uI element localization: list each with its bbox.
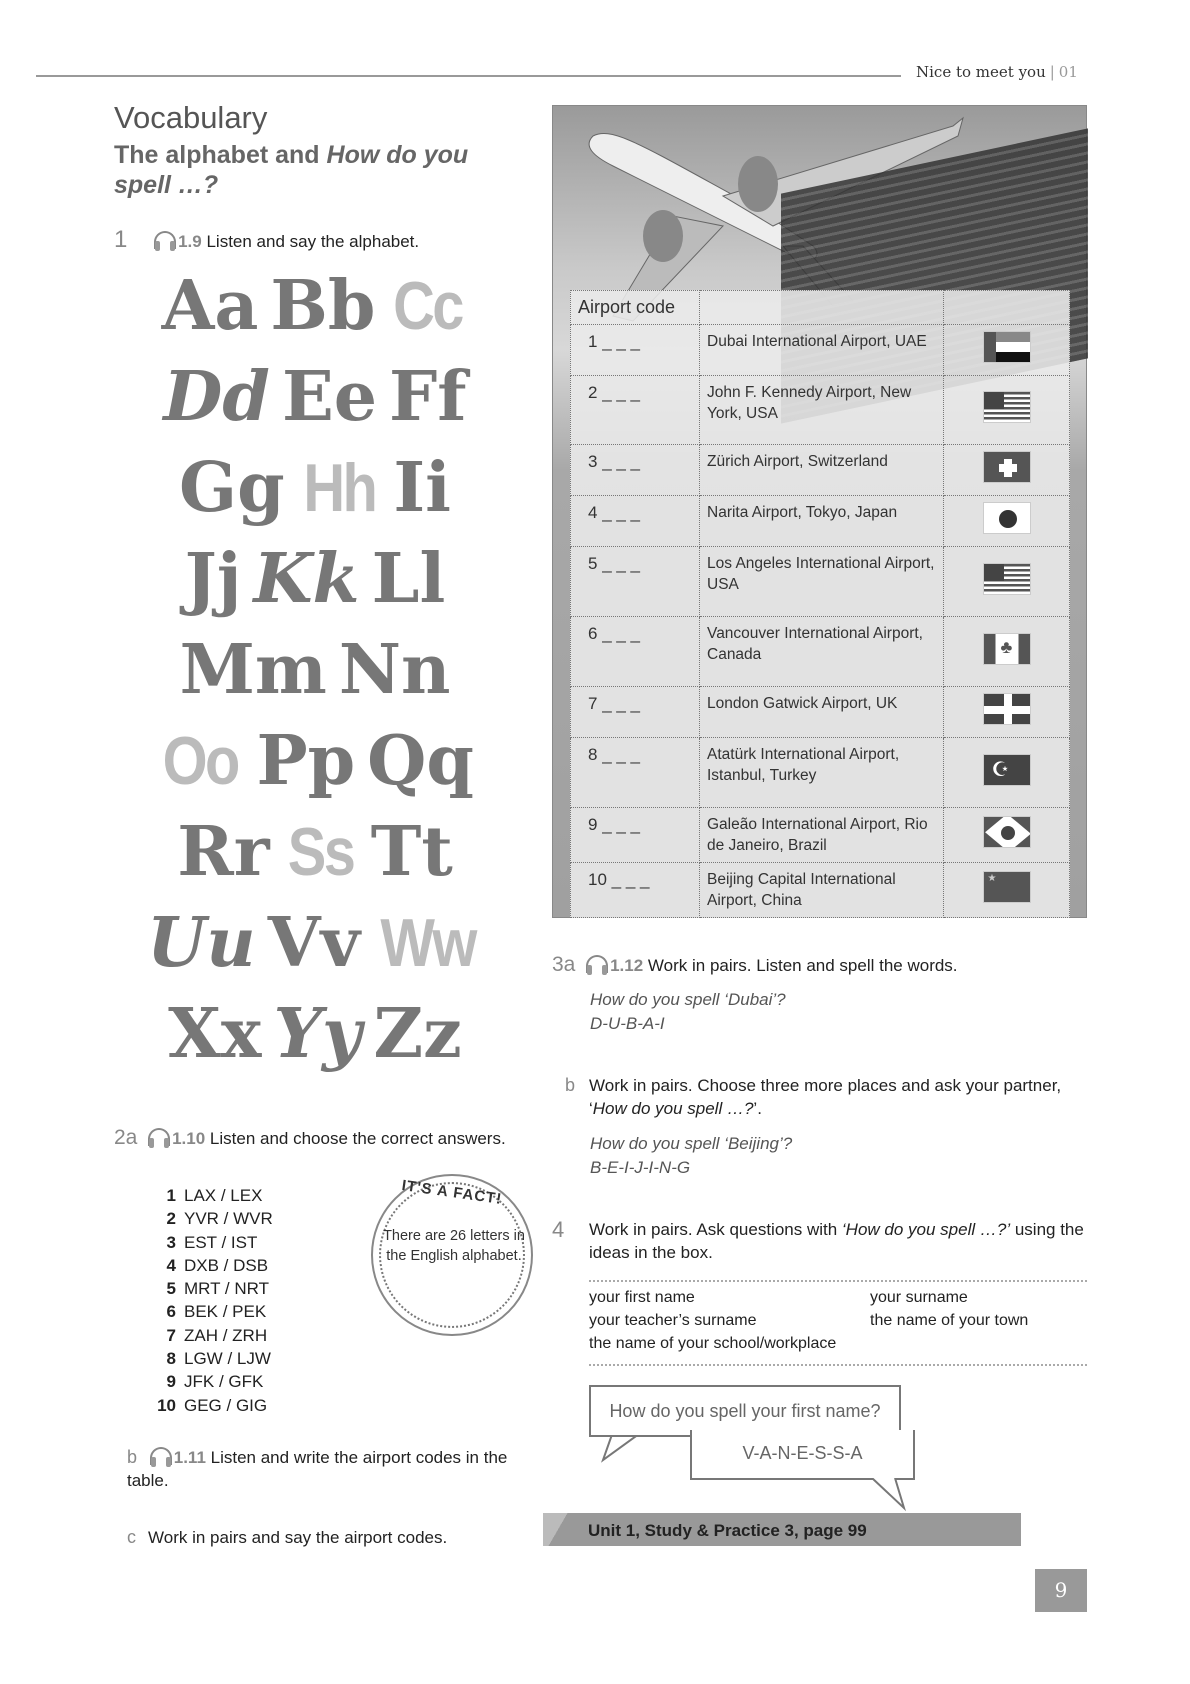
code-cell[interactable] — [571, 496, 700, 547]
speech-bubble-question: How do you spell your first name? — [589, 1385, 901, 1437]
bubble-tail — [870, 1478, 910, 1512]
example-question: How do you spell ‘Beijing’? — [590, 1134, 793, 1153]
letter-pair: Pp — [256, 721, 356, 801]
row-number: 7 — [588, 694, 598, 713]
code-blank[interactable]: _ _ _ — [602, 452, 641, 471]
code-blank[interactable]: _ _ _ — [602, 332, 641, 351]
flag-uae-icon — [983, 331, 1031, 363]
flag-cell — [944, 687, 1070, 738]
code-blank[interactable]: _ _ _ — [602, 745, 641, 764]
exercise-number: 2a — [114, 1126, 138, 1149]
flag-cell — [944, 376, 1070, 445]
list-item[interactable] — [150, 1231, 273, 1254]
flag-brazil-icon — [983, 816, 1031, 848]
code-choice[interactable]: YVR / WVR — [184, 1209, 273, 1229]
code-cell[interactable] — [571, 445, 700, 496]
exercise-1 — [114, 228, 419, 253]
idea-item: your first name — [589, 1289, 695, 1306]
letter-pair: Oo — [162, 723, 238, 799]
code-choice[interactable]: DXB / DSB — [184, 1255, 269, 1275]
header-title: Nice to meet you — [916, 63, 1046, 81]
instruction: Work in pairs and say the airport codes. — [148, 1528, 448, 1547]
subtitle-italic: How do you spell …? — [114, 141, 469, 199]
airport-name: Los Angeles International Airport, USA — [700, 547, 944, 617]
flag-cell — [944, 617, 1070, 687]
instruction-end: ’. — [753, 1099, 762, 1118]
flag-cell — [944, 547, 1070, 617]
code-choice[interactable]: ZAH / ZRH — [184, 1325, 268, 1345]
table-row — [571, 617, 1070, 687]
example-answer: B-E-I-J-I-N-G — [590, 1158, 691, 1177]
row-number: 1 — [588, 332, 598, 351]
speech-bubble-answer: V-A-N-E-S-S-A — [690, 1430, 915, 1480]
code-blank[interactable]: _ _ _ — [602, 554, 641, 573]
exercise-3b — [565, 1074, 1065, 1120]
instruction: Listen and write the airport codes in the table. — [127, 1448, 508, 1490]
code-cell[interactable] — [571, 808, 700, 863]
item-number: 8 — [166, 1349, 176, 1369]
item-number: 3 — [166, 1232, 176, 1252]
letter-pair: Gg — [179, 448, 285, 528]
subtitle-text: The alphabet and — [114, 141, 327, 169]
row-number: 2 — [588, 383, 598, 402]
headphones-icon[interactable] — [154, 231, 176, 249]
airport-name: London Gatwick Airport, UK — [700, 687, 944, 738]
instruction-italic: ‘How do you spell …?’ — [841, 1220, 1011, 1239]
letter-pair: Tt — [370, 812, 453, 892]
item-number: 9 — [166, 1372, 176, 1392]
list-item[interactable] — [150, 1324, 273, 1347]
section-subtitle — [114, 140, 474, 200]
letter-pair: Xx — [168, 994, 262, 1074]
unit-number: 01 — [1058, 63, 1078, 81]
headphones-icon[interactable] — [586, 955, 608, 973]
airport-name: Galeão International Airport, Rio de Janeiro, Brazil — [700, 808, 944, 863]
flag-canada-icon — [983, 633, 1031, 665]
study-practice-banner[interactable] — [543, 1513, 1021, 1546]
track-number: 1.10 — [172, 1129, 206, 1148]
code-blank[interactable]: _ _ _ — [602, 624, 641, 643]
code-choice[interactable]: LAX / LEX — [184, 1186, 263, 1205]
table-row — [571, 687, 1070, 738]
item-number: 4 — [166, 1255, 176, 1275]
item-number: 7 — [166, 1325, 176, 1345]
letter-pair: Zz — [373, 994, 462, 1074]
idea-item: your surname — [870, 1289, 968, 1306]
flag-cell — [944, 808, 1070, 863]
flag-switzerland-icon — [983, 451, 1031, 483]
letter-pair: Cc — [393, 268, 463, 344]
flag-uk-icon — [983, 693, 1031, 725]
banner-text[interactable]: Unit 1, Study & Practice 3, page 99 — [588, 1521, 867, 1540]
idea-item: the name of your school/workplace — [589, 1335, 837, 1352]
code-cell[interactable] — [571, 687, 700, 738]
code-choice[interactable]: EST / IST — [184, 1232, 258, 1252]
table-row — [571, 496, 1070, 547]
example-answer: D-U-B-A-I — [590, 1014, 665, 1033]
flag-turkey-icon: ☪ — [983, 754, 1031, 786]
item-number: 2 — [166, 1209, 176, 1229]
instruction: Work in pairs. Choose three more places and ask your partner, ‘ — [589, 1076, 1062, 1118]
flag-japan-icon — [983, 502, 1031, 534]
flag-cell — [944, 445, 1070, 496]
airport-name: Vancouver International Airport, Canada — [700, 617, 944, 687]
instruction-italic: How do you spell …? — [592, 1099, 754, 1118]
track-number: 1.11 — [173, 1448, 206, 1467]
code-blank[interactable]: _ _ _ — [611, 870, 650, 889]
letter-pair: Ee — [281, 357, 378, 437]
exercise-2a — [114, 1126, 514, 1150]
idea-item: your teacher’s surname — [589, 1312, 757, 1329]
table-row — [571, 445, 1070, 496]
instruction: Listen and choose the correct answers. — [209, 1129, 506, 1148]
header-rule — [36, 75, 901, 77]
exercise-number: c — [127, 1527, 136, 1547]
item-number: 1 — [166, 1186, 176, 1205]
list-item[interactable] — [150, 1347, 273, 1370]
airport-name: Dubai International Airport, UAE — [700, 325, 944, 376]
letter-pair: Kk — [253, 539, 360, 619]
airport-name: Zürich Airport, Switzerland — [700, 445, 944, 496]
code-cell[interactable] — [571, 863, 700, 918]
flag-china-icon: ★ — [983, 871, 1031, 903]
list-item[interactable] — [150, 1207, 273, 1230]
letter-pair: Jj — [184, 539, 242, 619]
page-number: 9 — [1035, 1569, 1087, 1612]
exercise-4 — [552, 1218, 1092, 1264]
code-choice[interactable]: MRT / NRT — [184, 1279, 270, 1299]
section-title: Vocabulary — [114, 100, 268, 135]
flag-cell — [944, 496, 1070, 547]
running-header: Nice to meet you | 01 — [916, 63, 1078, 81]
exercise-3a — [552, 953, 958, 977]
idea-item: the name of your town — [870, 1312, 1029, 1329]
code-cell[interactable] — [571, 547, 700, 617]
letter-pair: Ff — [389, 357, 467, 437]
item-number: 6 — [166, 1302, 176, 1322]
code-blank[interactable]: _ _ _ — [602, 815, 641, 834]
example-question: How do you spell ‘Dubai’? — [590, 990, 786, 1009]
letter-pair: Yy — [273, 994, 362, 1074]
letter-pair: Uu — [146, 903, 256, 983]
idea-box-col2 — [870, 1286, 1028, 1332]
headphones-icon[interactable] — [150, 1447, 172, 1465]
airport-name: Atatürk International Airport, Istanbul, Turkey — [700, 738, 944, 808]
idea-box — [589, 1286, 836, 1355]
list-item[interactable] — [150, 1277, 273, 1300]
list-item[interactable] — [150, 1300, 273, 1323]
list-item[interactable] — [150, 1370, 273, 1393]
instruction-end: using the ideas in the box. — [589, 1220, 1084, 1262]
letter-pair: Ii — [393, 448, 451, 528]
letter-pair: Aa — [161, 266, 259, 346]
list-item[interactable] — [150, 1254, 273, 1277]
row-number: 8 — [588, 745, 598, 764]
flag-cell — [944, 325, 1070, 376]
item-number: 5 — [166, 1279, 176, 1299]
headphones-icon[interactable] — [148, 1128, 170, 1146]
track-number: 1.12 — [610, 956, 644, 975]
list-item[interactable] — [150, 1184, 273, 1207]
letter-pair: Ll — [371, 539, 446, 619]
code-choice[interactable]: BEK / PEK — [184, 1302, 267, 1322]
exercise-number: b — [127, 1447, 138, 1467]
exercise-number: 1 — [114, 226, 128, 253]
list-item[interactable] — [150, 1394, 273, 1417]
row-number: 5 — [588, 554, 598, 573]
exercise-2c — [127, 1526, 447, 1549]
flag-cell — [944, 863, 1070, 918]
row-number: 3 — [588, 452, 598, 471]
code-cell[interactable] — [571, 325, 700, 376]
letter-pair: Dd — [163, 357, 270, 437]
flag-usa-icon — [983, 563, 1031, 595]
instruction: Work in pairs. Listen and spell the words. — [647, 956, 958, 975]
row-number: 6 — [588, 624, 598, 643]
flag-usa-icon — [983, 391, 1031, 423]
letter-pair: Bb — [270, 266, 376, 346]
letter-pair: Rr — [177, 812, 270, 892]
airport-name: Narita Airport, Tokyo, Japan — [700, 496, 944, 547]
row-number: 9 — [588, 815, 598, 834]
flag-cell — [944, 738, 1070, 808]
code-choice[interactable]: GEG / GIG — [184, 1395, 268, 1415]
instruction: Listen and say the alphabet. — [206, 232, 420, 251]
fact-badge — [371, 1174, 533, 1336]
row-number: 10 — [588, 870, 607, 889]
fact-title: IT'S A FACT! — [400, 1177, 504, 1208]
code-choice[interactable]: LGW / LJW — [184, 1349, 271, 1369]
letter-pair: Ss — [287, 814, 353, 890]
item-number: 10 — [157, 1395, 176, 1415]
header-cell-empty — [700, 291, 944, 325]
table-row — [571, 547, 1070, 617]
row-number: 4 — [588, 503, 598, 522]
table-row — [571, 738, 1070, 808]
exercise-number: 4 — [552, 1217, 565, 1242]
code-blank[interactable]: _ _ _ — [602, 503, 641, 522]
header-cell-empty — [944, 291, 1070, 325]
exercise-number: 3a — [552, 953, 576, 976]
airport-name: John F. Kennedy Airport, New York, USA — [700, 376, 944, 445]
letter-pair: Mm — [179, 630, 327, 710]
instruction: Work in pairs. Ask questions with — [589, 1220, 842, 1239]
code-cell[interactable] — [571, 376, 700, 445]
code-choice[interactable]: JFK / GFK — [184, 1372, 264, 1392]
table-header: Airport code — [571, 291, 700, 325]
alphabet-chart — [130, 261, 500, 1080]
table-row — [571, 863, 1070, 918]
table-row — [571, 325, 1070, 376]
code-cell[interactable] — [571, 617, 700, 687]
choice-list — [150, 1184, 273, 1417]
exercise-2b — [127, 1446, 527, 1492]
box-top-border — [589, 1280, 1087, 1282]
letter-pair: Qq — [367, 721, 474, 801]
airport-name: Beijing Capital International Airport, China — [700, 863, 944, 918]
letter-pair: Vv — [267, 903, 360, 983]
box-bottom-border — [589, 1364, 1087, 1366]
track-number: 1.9 — [178, 232, 202, 251]
airport-table — [570, 290, 1070, 918]
fact-body: There are 26 letters in the English alphabet. — [383, 1228, 525, 1264]
letter-pair: Nn — [338, 630, 451, 710]
letter-pair: Ww — [380, 905, 475, 981]
table-row — [571, 808, 1070, 863]
code-blank[interactable]: _ _ _ — [602, 383, 641, 402]
exercise-number: b — [565, 1075, 576, 1095]
table-row — [571, 376, 1070, 445]
code-blank[interactable]: _ _ _ — [602, 694, 641, 713]
letter-pair: Hh — [303, 450, 375, 526]
code-cell[interactable] — [571, 738, 700, 808]
